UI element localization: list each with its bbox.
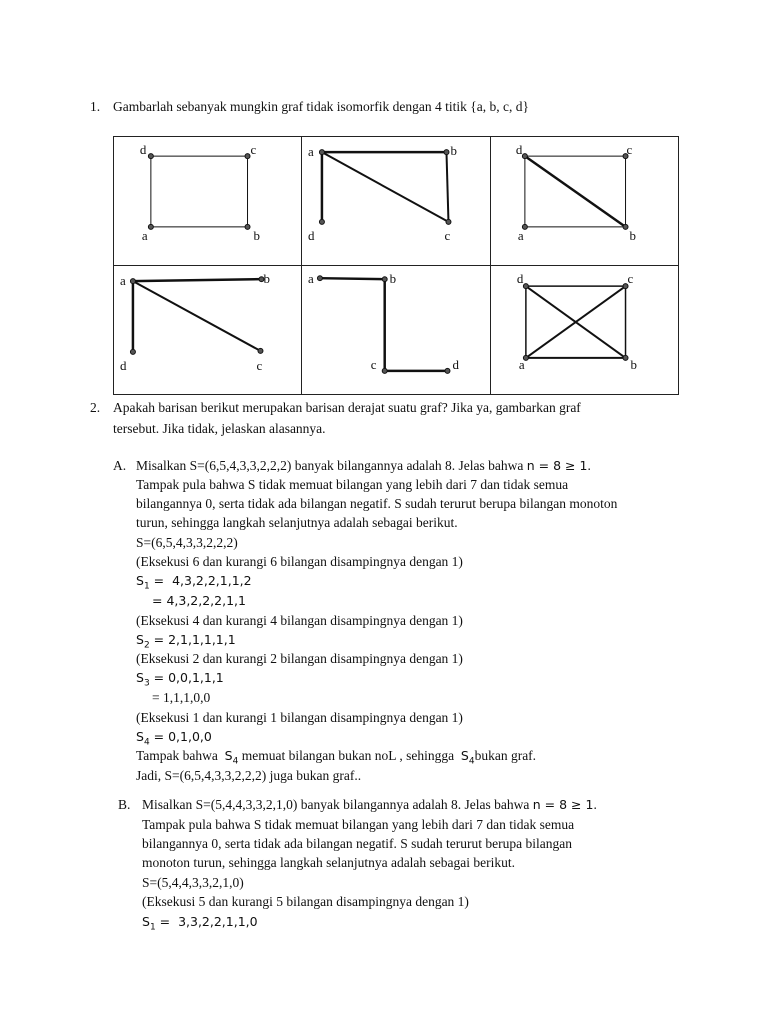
- part-b-s1-value: 3,3,2,2,1,1,0: [178, 914, 258, 929]
- graph-cell-4: [114, 266, 302, 395]
- vertex-d: [130, 349, 135, 354]
- part-a-s1-sorted: = 4,3,2,2,2,1,1: [152, 593, 246, 608]
- part-b-line4: monoton turun, sehingga langkah selanjutnya adalah sebagai berikut.: [142, 855, 516, 870]
- part-b-line3: bilangannya 0, serta tidak ada bilangan negatif. S sudah terurut berupa bilangan: [142, 836, 572, 851]
- edge-a-b: [133, 279, 262, 281]
- graph-cell-3: [490, 137, 678, 266]
- edge-a-b: [320, 278, 385, 279]
- label-b: b: [263, 271, 270, 287]
- vertex-d: [320, 219, 325, 224]
- label-d: d: [452, 356, 460, 372]
- vertex-a: [130, 279, 135, 284]
- part-a-s3-sorted: = 1,1,1,0,0: [152, 690, 211, 705]
- q1-text: Gambarlah sebanyak mungkin graf tidak isomorfik dengan 4 titik {a, b, c, d}: [113, 99, 529, 114]
- part-a-exec2: (Eksekusi 4 dan kurangi 4 bilangan disampingnya dengan 1): [136, 613, 463, 628]
- vertex-c: [383, 368, 388, 373]
- label-a: a: [119, 273, 126, 289]
- q2-line2: tersebut. Jika tidak, jelaskan alasannya.: [113, 421, 326, 436]
- edge-d-b: [525, 156, 626, 227]
- q2-number: 2.: [90, 400, 101, 415]
- part-a-condition: n = 8 ≥ 1: [526, 458, 588, 473]
- part-a-s3-value: 0,0,1,1,1: [168, 670, 224, 685]
- vertex-c: [446, 219, 451, 224]
- part-a-exec3: (Eksekusi 2 dan kurangi 2 bilangan disampingnya dengan 1): [136, 651, 463, 666]
- label-c: c: [250, 142, 257, 158]
- graph-5-path: [302, 266, 489, 394]
- graph-6-complete: [491, 266, 678, 394]
- part-b-exec1: (Eksekusi 5 dan kurangi 5 bilangan disampingnya dengan 1): [142, 894, 469, 909]
- part-a-s4-value: 0,1,0,0: [168, 729, 212, 744]
- edge-a-c: [322, 152, 449, 222]
- label-a: a: [308, 271, 315, 287]
- vertex-d: [148, 154, 153, 159]
- edge-a-c: [133, 281, 261, 351]
- vertex-b: [623, 224, 628, 229]
- graph-cell-5: [302, 266, 490, 395]
- vertex-b: [623, 355, 628, 360]
- part-a-obs-s4: $S_4$: [224, 748, 239, 767]
- part-a-sequence: S=(6,5,4,3,3,2,2,2): [136, 535, 238, 550]
- label-b: b: [390, 271, 397, 287]
- part-b-letter: B.: [118, 797, 131, 812]
- label-a: a: [308, 144, 315, 160]
- part-a-obs-1: Tampak bahwa: [136, 748, 218, 763]
- part-b-condition: n = 8 ≥ 1: [532, 797, 594, 812]
- vertex-b: [245, 224, 250, 229]
- label-b: b: [629, 227, 636, 243]
- vertex-b: [444, 150, 449, 155]
- label-c: c: [256, 357, 263, 373]
- part-a-exec4: (Eksekusi 1 dan kurangi 1 bilangan disampingnya dengan 1): [136, 710, 463, 725]
- part-a-obs-2: memuat bilangan bukan noL , sehingga: [241, 748, 455, 763]
- graph-2: [302, 137, 489, 265]
- part-a-s2: $S_2 = 2,1,1,1,1,1$: [136, 632, 236, 651]
- vertex-c: [245, 154, 250, 159]
- graph-3: [491, 137, 678, 265]
- label-d: d: [308, 227, 315, 243]
- part-b-line2: Tampak pula bahwa S tidak memuat bilangan yang lebih dari 7 dan tidak semua: [142, 817, 575, 832]
- part-a-letter: A.: [113, 458, 127, 473]
- label-c: c: [626, 142, 632, 158]
- label-c: c: [444, 227, 451, 243]
- label-d: d: [119, 357, 127, 373]
- vertex-d: [523, 284, 528, 289]
- part-a-intro-text: Misalkan S=(6,5,4,3,3,2,2,2) banyak bilangannya adalah 8. Jelas bahwa: [136, 458, 524, 473]
- graph-1-cycle: [114, 137, 301, 265]
- part-a-line2: Tampak pula bahwa S tidak memuat bilangan yang lebih dari 7 dan tidak semua: [136, 477, 569, 492]
- part-a-obs-s4b: $S_4$: [460, 748, 475, 767]
- part-b-sequence: S=(5,4,4,3,3,2,1,0): [142, 875, 244, 890]
- part-a-line4: turun, sehingga langkah selanjutnya adalah sebagai berikut.: [136, 515, 458, 530]
- q2-line1: Apakah barisan berikut merupakan barisan derajat suatu graf? Jika ya, gambarkan graf: [113, 400, 581, 415]
- edge-b-c: [447, 152, 449, 222]
- graph-cell-2: [302, 137, 490, 266]
- label-a: a: [141, 227, 148, 243]
- vertex-a: [318, 276, 323, 281]
- part-a-conclusion: Jadi, S=(6,5,4,3,3,2,2,2) juga bukan graf..: [136, 768, 362, 783]
- part-a-obs-3: bukan graf.: [474, 748, 537, 763]
- label-d: d: [139, 142, 147, 158]
- vertex-d: [445, 368, 450, 373]
- q1-number: 1.: [90, 99, 101, 114]
- graph-4: [114, 266, 301, 394]
- label-b: b: [450, 143, 458, 159]
- vertex-a: [320, 150, 325, 155]
- label-a: a: [517, 227, 524, 243]
- vertex-d: [522, 154, 527, 159]
- label-d: d: [515, 142, 523, 158]
- part-b-s1: $S_1 = 3,3,2,2,1,1,0$: [142, 914, 258, 933]
- graph-cell-6: [490, 266, 678, 395]
- part-a-s3: $S_3 = 0,0,1,1,1$: [136, 670, 224, 689]
- graph-table: [113, 136, 679, 395]
- vertex-c: [258, 348, 263, 353]
- vertex-b: [383, 277, 388, 282]
- part-a-intro: Misalkan S=(6,5,4,3,3,2,2,2) banyak bilangannya adalah 8. Jelas bahwa n = 8 ≥ 1.: [136, 458, 591, 473]
- part-a-s2-value: 2,1,1,1,1,1: [168, 632, 236, 647]
- label-d: d: [516, 271, 524, 287]
- part-a-s1: $S_1 = 4,3,2,2,1,1,2$: [136, 573, 252, 592]
- part-b-intro: Misalkan S=(5,4,4,3,3,2,1,0) banyak bilangannya adalah 8. Jelas bahwa n = 8 ≥ 1.: [142, 797, 597, 812]
- part-a-s1-value: 4,3,2,2,1,1,2: [172, 573, 252, 588]
- part-a-s4: $S_4 = 0,1,0,0$: [136, 729, 212, 748]
- part-a-exec1: (Eksekusi 6 dan kurangi 6 bilangan disampingnya dengan 1): [136, 554, 463, 569]
- label-a: a: [518, 356, 525, 372]
- label-b: b: [253, 227, 260, 243]
- vertex-a: [148, 224, 153, 229]
- label-c: c: [627, 271, 633, 287]
- graph-cell-1: [114, 137, 302, 266]
- part-a-line3: bilangannya 0, serta tidak ada bilangan negatif. S sudah terurut berupa bilangan monoton: [136, 496, 618, 511]
- label-c: c: [371, 356, 377, 372]
- part-b-intro-text: Misalkan S=(5,4,4,3,3,2,1,0) banyak bilangannya adalah 8. Jelas bahwa: [142, 797, 530, 812]
- label-b: b: [630, 356, 637, 372]
